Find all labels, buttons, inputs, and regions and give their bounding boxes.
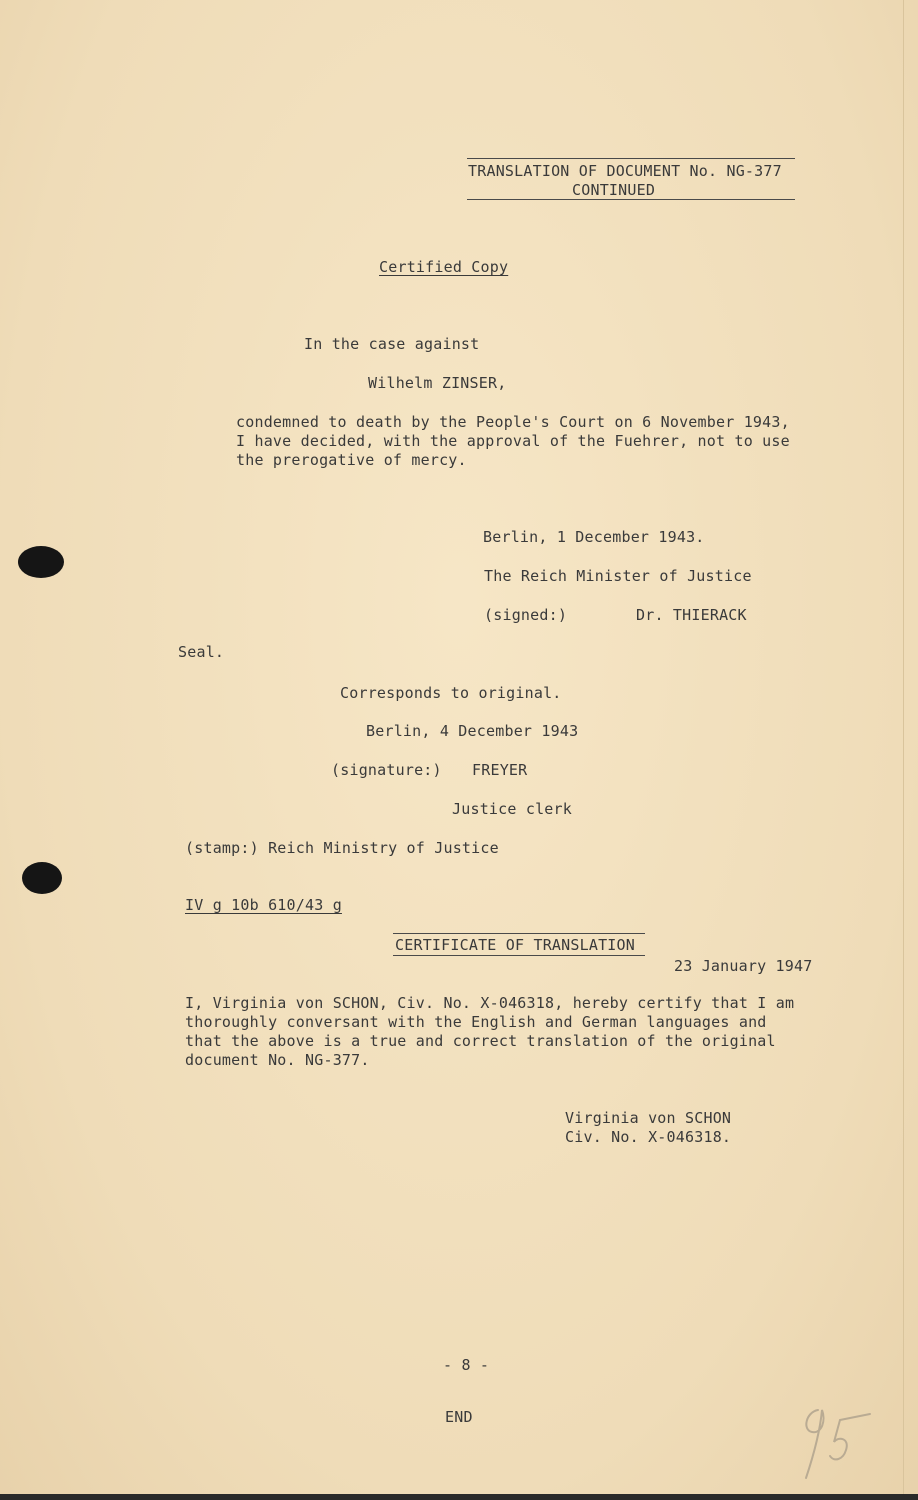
- punch-hole-bottom: [22, 862, 62, 894]
- certificate-line-3: that the above is a true and correct translation of the original: [185, 1032, 776, 1050]
- handwritten-mark-icon: [788, 1402, 878, 1482]
- body-line-2: I have decided, with the approval of the Fuehrer, not to use: [236, 432, 790, 450]
- berlin-date-2: Berlin, 4 December 1943: [366, 722, 579, 740]
- signed-label: (signed:): [484, 606, 568, 624]
- header-title: TRANSLATION OF DOCUMENT No. NG-377: [468, 162, 782, 180]
- signature-label: (signature:): [331, 761, 442, 779]
- berlin-date-1: Berlin, 1 December 1943.: [483, 528, 705, 546]
- corresponds-line: Corresponds to original.: [340, 684, 562, 702]
- minister-office: The Reich Minister of Justice: [484, 567, 752, 585]
- body-line-3: the prerogative of mercy.: [236, 451, 467, 469]
- case-intro: In the case against: [304, 335, 480, 353]
- certificate-line-2: thoroughly conversant with the English and German languages and: [185, 1013, 767, 1031]
- header-continued: CONTINUED: [572, 181, 656, 199]
- clerk-title: Justice clerk: [452, 800, 572, 818]
- page-fold-line: [903, 0, 904, 1500]
- certificate-line-1: I, Virginia von SCHON, Civ. No. X-046318, hereby certify that I am: [185, 994, 795, 1012]
- punch-hole-top: [18, 546, 64, 578]
- translator-id: Civ. No. X-046318.: [565, 1128, 732, 1146]
- certificate-line-4: document No. NG-377.: [185, 1051, 370, 1069]
- certified-copy-heading: Certified Copy: [379, 258, 509, 276]
- certificate-date: 23 January 1947: [674, 957, 813, 975]
- certificate-top-rule: [393, 933, 645, 934]
- end-label: END: [445, 1408, 473, 1426]
- body-line-1: condemned to death by the People's Court on 6 November 1943,: [236, 413, 790, 431]
- stamp-line: (stamp:) Reich Ministry of Justice: [185, 839, 499, 857]
- reference-number: IV g 10b 610/43 g: [185, 896, 342, 914]
- certificate-heading: CERTIFICATE OF TRANSLATION: [395, 936, 635, 954]
- defendant-name: Wilhelm ZINSER,: [368, 374, 507, 392]
- header-top-rule: [467, 158, 795, 159]
- page-number: - 8 -: [443, 1356, 490, 1374]
- clerk-name: FREYER: [472, 761, 528, 779]
- header-bottom-rule: [467, 199, 795, 200]
- page-bottom-edge: [0, 1494, 918, 1500]
- translator-name: Virginia von SCHON: [565, 1109, 732, 1127]
- certificate-bottom-rule: [393, 955, 645, 956]
- signer-name: Dr. THIERACK: [636, 606, 747, 624]
- seal-label: Seal.: [178, 643, 225, 661]
